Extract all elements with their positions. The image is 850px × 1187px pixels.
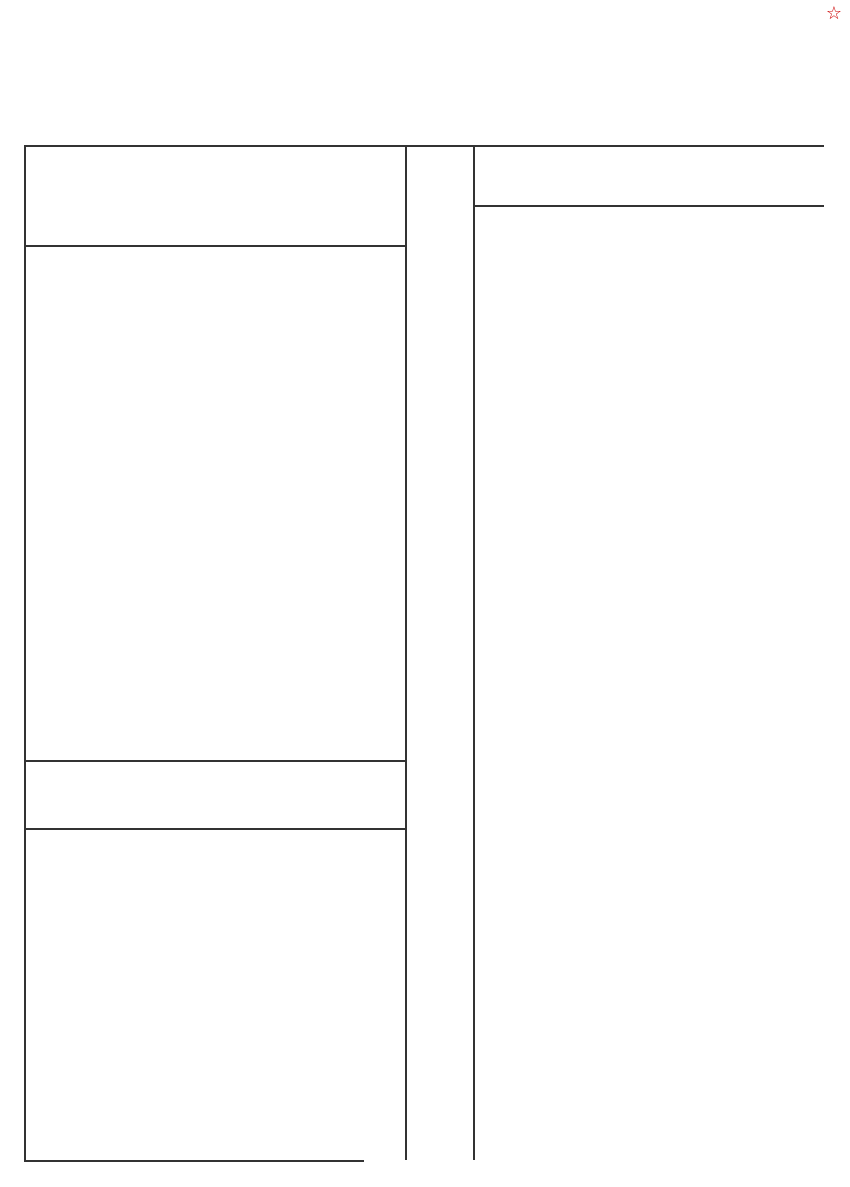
zu3-10-label	[483, 341, 813, 366]
zonghe-divider	[473, 205, 824, 207]
frame-left-line	[24, 145, 26, 1160]
site-badge[interactable]	[822, 2, 846, 26]
zu3-5-label	[483, 366, 813, 391]
dingwei-divider	[24, 828, 405, 830]
zhi5-label	[483, 265, 813, 290]
frame-mid-line-2	[473, 145, 475, 1160]
dingwei-row-bai	[45, 845, 385, 901]
dingwei-row-ge	[45, 957, 385, 1013]
zhi10-label	[483, 240, 813, 265]
frame-top-line	[24, 145, 824, 147]
dingwei-row-danma	[45, 1013, 385, 1069]
zu3-1-value	[483, 417, 813, 442]
zonghe-content	[483, 215, 813, 442]
left-border-text	[0, 28, 24, 1158]
erdan-divider	[24, 245, 405, 247]
dingwei-row-zhihe	[45, 1125, 385, 1181]
frame-mid-line-1	[405, 145, 407, 1160]
dantiao-value	[483, 316, 813, 341]
dingwei-top-line	[24, 760, 405, 762]
top-border-text	[0, 0, 850, 28]
zu3-1-label	[483, 391, 813, 416]
zhi20-label	[483, 215, 813, 240]
bottom-border-text	[360, 1159, 850, 1187]
dantiao-label	[483, 291, 813, 316]
dingwei-list	[45, 845, 385, 1181]
star-icon: ☆	[825, 3, 842, 24]
dingwei-row-shi	[45, 901, 385, 957]
right-border-text	[826, 120, 850, 1160]
dingwei-row-xingtai	[45, 1069, 385, 1125]
